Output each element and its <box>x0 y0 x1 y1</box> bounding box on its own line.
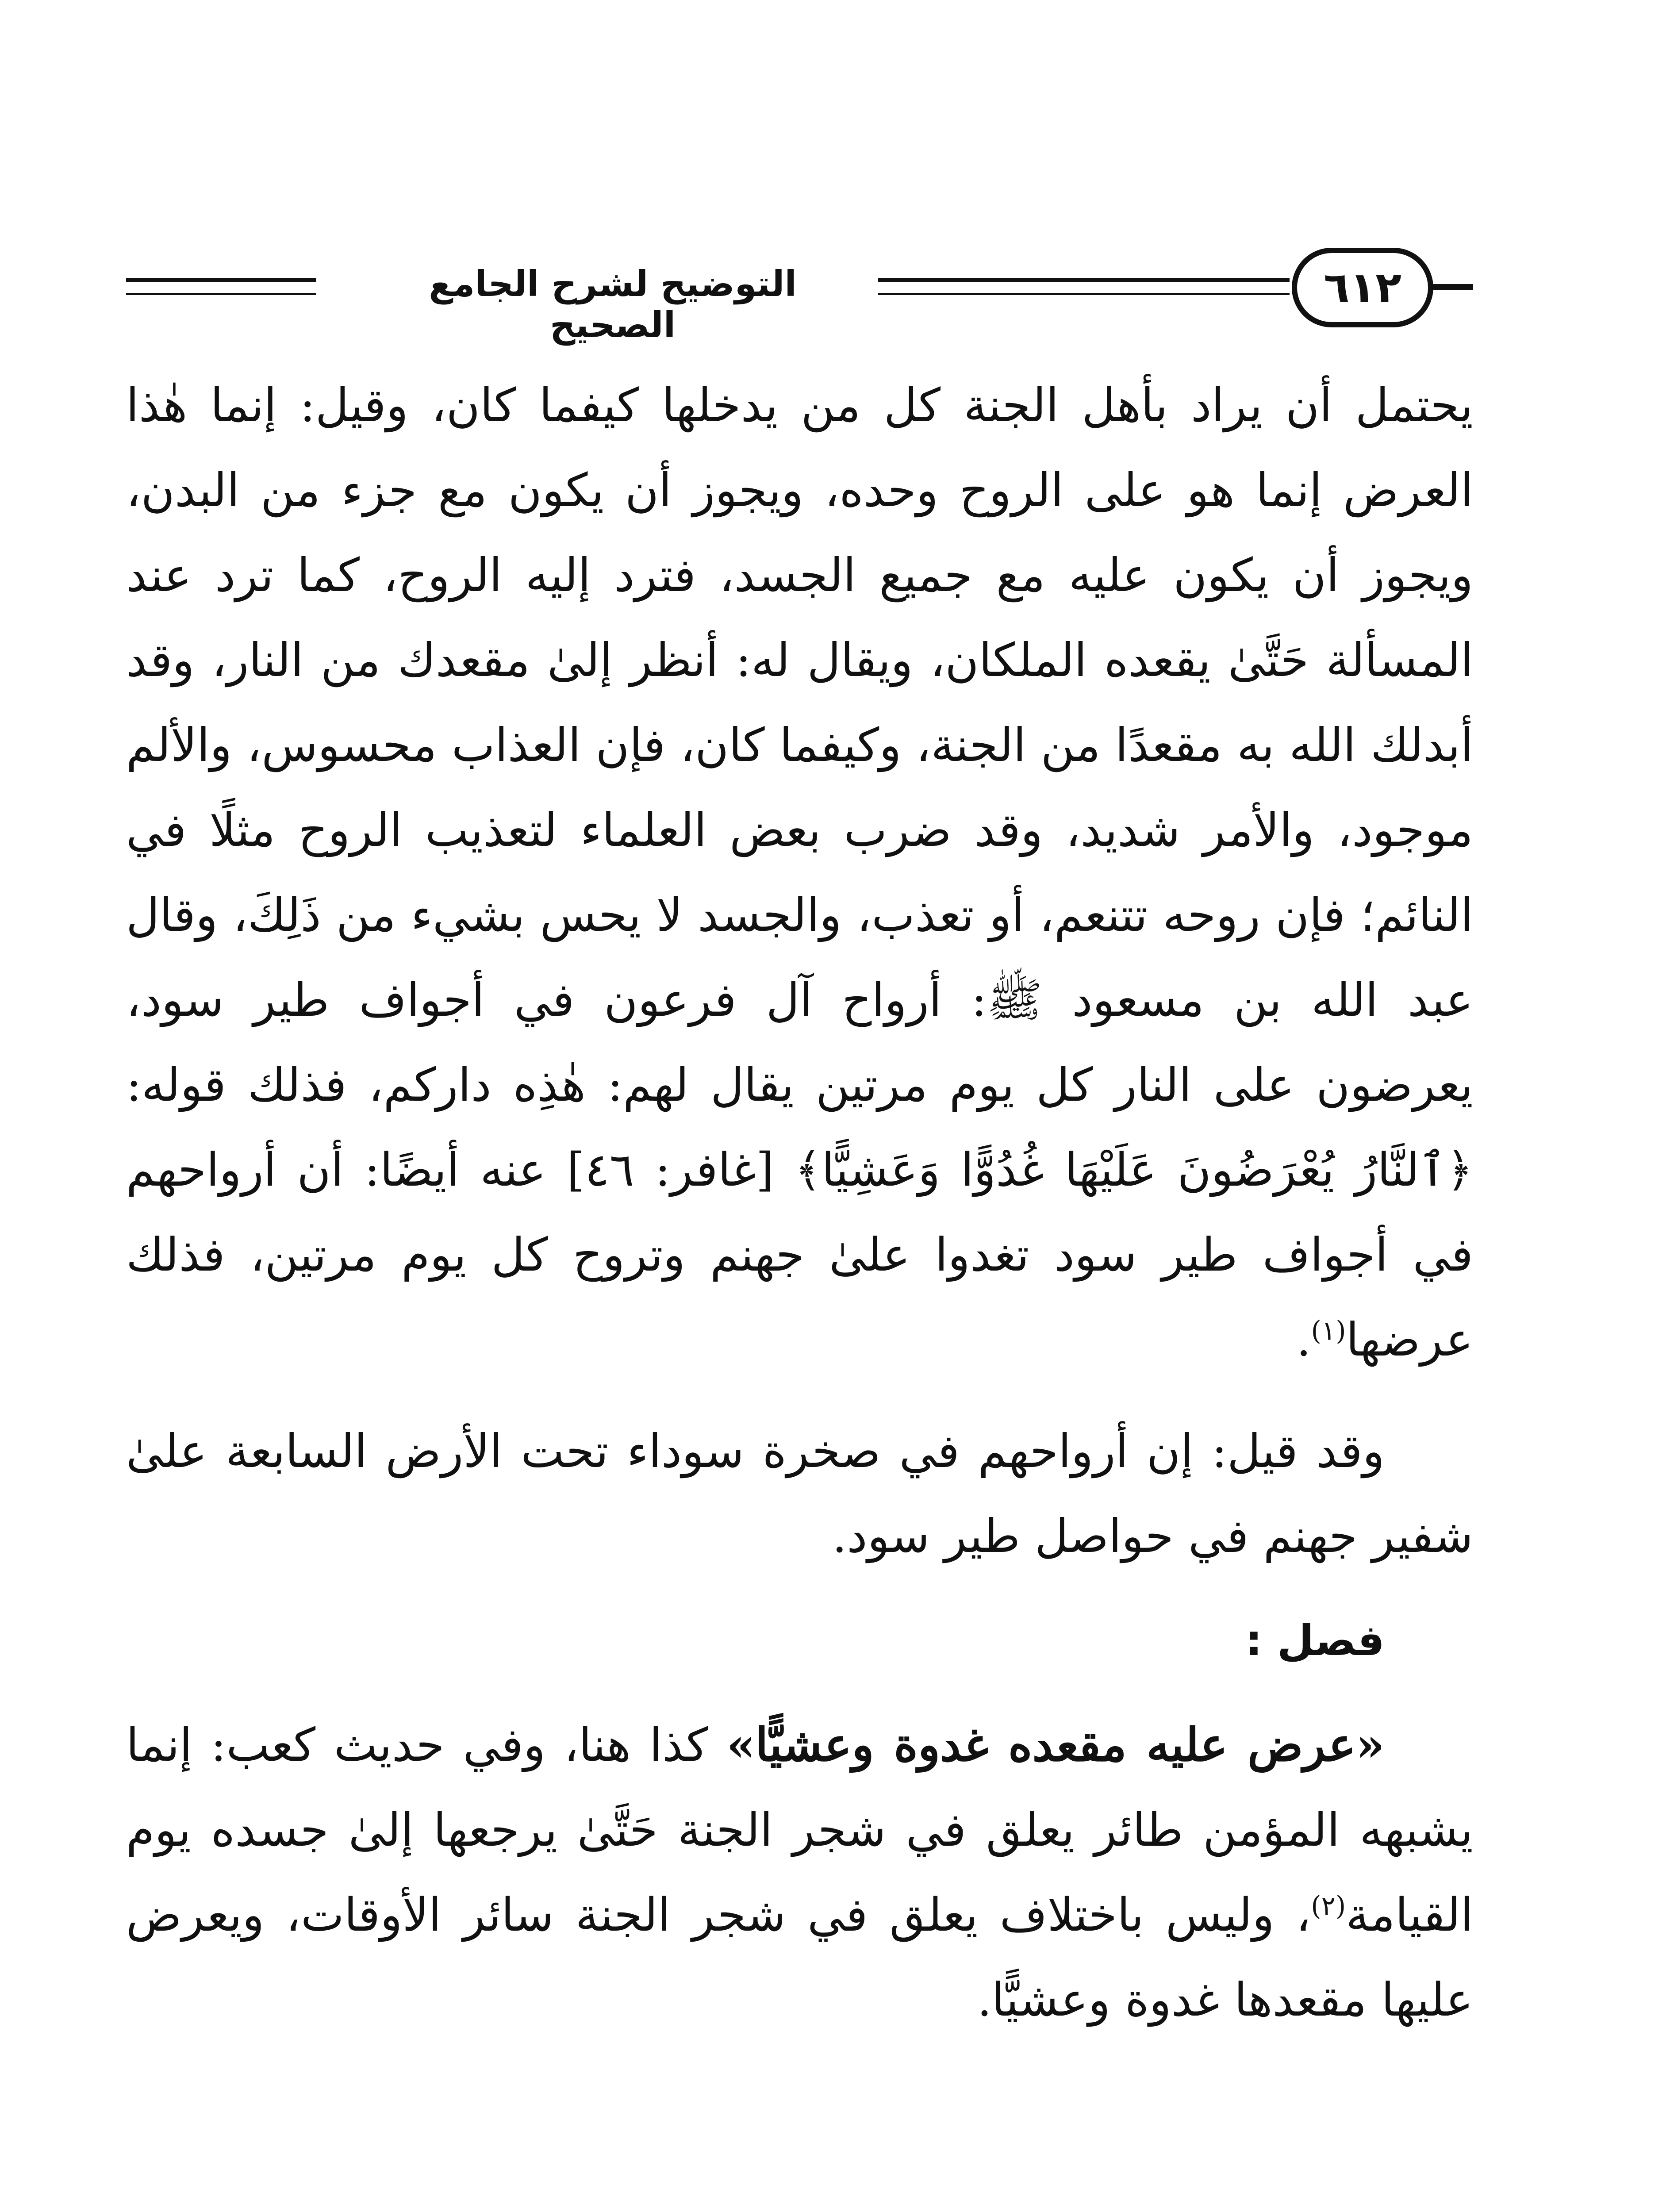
header-rule-right-top <box>878 278 1290 282</box>
paragraph-1 <box>126 363 1473 1382</box>
paragraph-1-text: يحتمل أن يراد بأهل الجنة كل من يدخلها كيفما كان، وقيل: إنما هٰذا العرض إنما هو على الروح وحده، ويجوز أن يكون مع جزء من البدن، ويجوز أن يكون عليه مع جميع الجسد، فترد إليه الروح، كما ترد عند المسألة حَتَّىٰ يقعده الملكان، ويقال له: أنظر إلىٰ مقعدك من النار، وقد أبدلك الله به مقعدًا من الجنة، وكيفما كان، فإن العذاب محسوس، والألم موجود، والأمر شديد، وقد ضرب بعض العلماء لتعذيب الروح مثلًا في النائم؛ فإن روحه تتنعم، أو تعذب، والجسد لا يحس بشيء من ذَلِكَ، وقال عبد الله بن مسعود ﷺ: أرواح آل فرعون في أجواف طير سود، يعرضون على النار كل يوم مرتين يقال لهم: هٰذِه داركم، فذلك قوله: ﴿ٱلنَّارُ يُعْرَضُونَ عَلَيْهَا غُدُوًّا وَعَشِيًّا﴾ [غافر: ٤٦] عنه أيضًا: أن أرواحهم في أجواف طير سود تغدوا علىٰ جهنم وتروح كل يوم مرتين، فذلك عرضها <box>126 378 1474 1367</box>
paragraph-2: وقد قيل: إن أرواحهم في صخرة سوداء تحت الأرض السابعة علىٰ شفير جهنم في حواصل طير سود. <box>126 1424 1473 1563</box>
header-rule-left-top <box>126 278 316 282</box>
header-rule-left-bottom <box>126 293 316 295</box>
header-rule-right-bottom <box>878 293 1290 295</box>
footnote-ref-1[interactable]: (١) <box>1311 1315 1346 1347</box>
running-header <box>126 239 1473 346</box>
paragraph-gap <box>126 1382 1473 1409</box>
page-number: ٦١٢ <box>1324 263 1401 312</box>
footnote-ref-2[interactable]: (٢) <box>1311 1890 1346 1922</box>
badge-oval <box>1292 248 1433 327</box>
badge-tail <box>1429 284 1473 290</box>
hadith-quote: «عرض عليه مقعده غدوة وعشيًّا» <box>726 1717 1385 1772</box>
main-text <box>126 363 1473 2042</box>
header-title: التوضيح لشرح الجامع الصحيح <box>361 263 865 346</box>
paragraph-3-text: كذا هنا، وفي حديث كعب: إنما يشبهه المؤمن طائر يعلق في شجر الجنة حَتَّىٰ يرجعها إلىٰ جسده يوم القيامة <box>126 1718 1473 1942</box>
section-heading: فصل : <box>1245 1616 1385 1665</box>
page-number-badge <box>1265 248 1473 332</box>
paragraph-3 <box>126 1702 1473 2042</box>
paragraph-3-text-end: ، وليس باختلاف يعلق في شجر الجنة سائر الأوقات، ويعرض عليها مقعدها غدوة وعشيًّا. <box>126 1888 1473 2027</box>
paragraph-1-end: . <box>1296 1313 1311 1367</box>
